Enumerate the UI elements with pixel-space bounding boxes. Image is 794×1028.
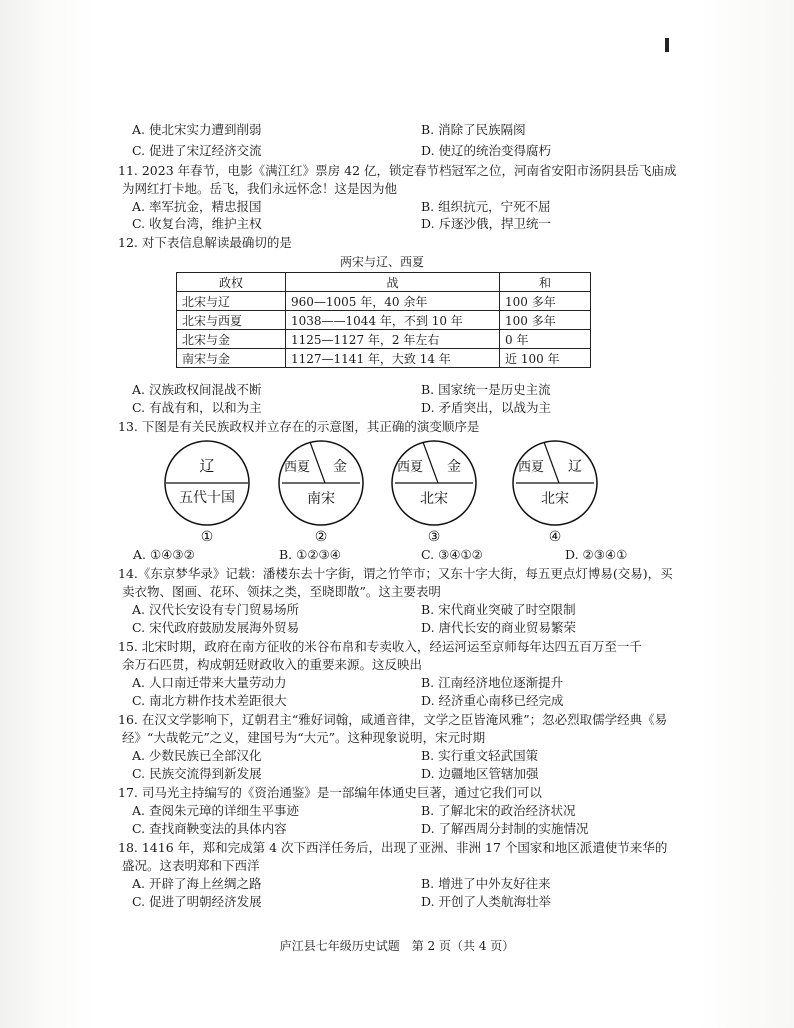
circle-3-number: ③ (427, 529, 441, 544)
q17-option-a: A. 查阅朱元璋的详细生平事迹 (132, 803, 299, 818)
q14-option-d: D. 唐代长安的商业贸易繁荣 (421, 620, 577, 635)
circle-4 (513, 441, 597, 544)
q16-option-c: C. 民族交流得到新发展 (132, 766, 262, 781)
q14-option-c: C. 宋代政府鼓励发展海外贸易 (132, 620, 300, 635)
q13-option-d: D. ②③④① (565, 547, 628, 562)
circle-3 (392, 441, 476, 544)
q15-option-a: A. 人口南迁带来大量劳动力 (132, 675, 287, 690)
q12-table-title: 两宋与辽、西夏 (340, 255, 425, 269)
q17-stem: 17. 司马光主持编写的《资治通鉴》是一部编年体通史巨著，通过它我们可以 (118, 785, 542, 800)
table-header: 政权 (177, 273, 286, 292)
circle-1-bottom: 五代十国 (179, 490, 235, 506)
table-row (177, 349, 591, 368)
q14-stem-1: 14.《东京梦华录》记载：潘楼东去十字街，谓之竹竿市；又东十字大街，每五更点灯博易(交易)，买 (118, 566, 673, 581)
table-cell: 960—1005 年，40 余年 (286, 292, 500, 311)
table-row (177, 311, 591, 330)
circle-2 (279, 441, 363, 544)
q12-table (176, 272, 591, 368)
page-marker (665, 38, 669, 52)
q16-stem-2: 经》“大哉乾元”之义，建国号为“大元”。这种现象说明，宋元时期 (122, 730, 486, 745)
q16-option-d: D. 边疆地区管辖加强 (421, 766, 539, 781)
q16-option-b: B. 实行重文轻武国策 (421, 748, 539, 763)
q10-option-d: D. 使辽的统治变得腐朽 (421, 143, 552, 158)
circle-4-right: 辽 (568, 459, 582, 475)
q17-option-d: D. 了解西周分封制的实施情况 (421, 821, 589, 836)
q11-option-b: B. 组织抗元，宁死不屈 (421, 199, 551, 214)
q10-option-c: C. 促进了宋辽经济交流 (132, 143, 262, 158)
q15-option-b: B. 江南经济地位逐渐提升 (421, 675, 564, 690)
circle-3-left: 西夏 (396, 460, 424, 475)
q17-option-b: B. 了解北宋的政治经济状况 (421, 803, 576, 818)
q14-option-b: B. 宋代商业突破了时空限制 (421, 602, 576, 617)
table-cell: 100 多年 (500, 311, 591, 330)
q18-option-a: A. 开辟了海上丝绸之路 (132, 876, 262, 891)
circle-1 (165, 441, 249, 544)
q11-stem-2: 为网红打卡地。岳飞，我们永远怀念！这是因为他 (122, 181, 398, 196)
q13-option-a: A. ①④③② (133, 547, 195, 562)
q18-option-c: C. 促进了明朝经济发展 (132, 894, 262, 909)
circle-3-bottom: 北宋 (420, 491, 448, 507)
circle-2-left: 西夏 (283, 460, 311, 475)
table-row (177, 292, 591, 311)
q11-option-a: A. 率军抗金，精忠报国 (132, 199, 262, 214)
circle-2-right: 金 (333, 459, 347, 475)
circle-1-top: 辽 (199, 457, 215, 475)
q11-option-c: C. 收复台湾，维护主权 (132, 216, 262, 231)
q16-stem-1: 16. 在汉文学影响下，辽朝君主“雅好词翰，咸通音律，文学之臣皆淹风雅”；忽必烈取儒学经典《易 (118, 712, 668, 727)
q15-option-d: D. 经济重心南移已经完成 (421, 693, 564, 708)
q14-option-a: A. 汉代长安设有专门贸易场所 (132, 602, 299, 617)
table-cell: 1125—1127 年，2 年左右 (286, 330, 500, 349)
table-cell: 北宋与西夏 (177, 311, 286, 330)
table-cell: 北宋与金 (177, 330, 286, 349)
circle-4-bottom: 北宋 (541, 491, 569, 507)
circle-3-right: 金 (447, 459, 461, 475)
q13-option-b: B. ①②③④ (279, 547, 341, 562)
q18-stem-1: 18. 1416 年，郑和完成第 4 次下西洋任务后，出现了亚洲、非洲 17 个国家和地区派遣使节来华的 (118, 840, 668, 855)
table-cell: 1127—1141 年，大致 14 年 (286, 349, 500, 368)
q13-option-c: C. ③④①② (421, 547, 483, 562)
q13-stem: 13. 下图是有关民族政权并立存在的示意图，其正确的演变顺序是 (118, 419, 480, 434)
q16-option-a: A. 少数民族已全部汉化 (132, 748, 262, 763)
table-cell: 北宋与辽 (177, 292, 286, 311)
q14-stem-2: 卖衣物、图画、花环、领抹之类，至晓即散”。这主要表明 (122, 584, 441, 599)
q18-option-b: B. 增进了中外友好往来 (421, 876, 551, 891)
table-row (177, 330, 591, 349)
table-cell: 1038——1044 年，不到 10 年 (286, 311, 500, 330)
q15-stem-1: 15. 北宋时期，政府在南方征收的米谷布帛和专卖收入，经运河运至京师每年达四五百万至一千 (118, 639, 642, 654)
q11-option-d: D. 斥逐沙俄，捍卫统一 (421, 216, 552, 231)
q13-diagram (150, 440, 630, 544)
q17-option-c: C. 查找商鞅变法的具体内容 (132, 821, 287, 836)
table-header: 和 (500, 273, 591, 292)
table-cell: 100 多年 (500, 292, 591, 311)
q12-stem: 12. 对下表信息解读最确切的是 (118, 235, 292, 250)
q12-option-b: B. 国家统一是历史主流 (421, 382, 551, 397)
circle-1-number: ① (200, 529, 214, 544)
table-header-row (177, 273, 591, 292)
circle-4-number: ④ (548, 529, 562, 544)
q18-stem-2: 盛况。这表明郑和下西洋 (122, 858, 260, 873)
table-header: 战 (286, 273, 500, 292)
page-footer: 庐江县七年级历史试题 第 2 页（共 4 页） (279, 939, 515, 953)
q10-option-a: A. 使北宋实力遭到削弱 (132, 122, 262, 137)
q11-stem-1: 11. 2023 年春节，电影《满江红》票房 42 亿，锁定春节档冠军之位，河南省安阳市汤阴县岳飞庙成 (118, 163, 677, 178)
table-cell: 近 100 年 (500, 349, 591, 368)
q15-option-c: C. 南北方耕作技术差距很大 (132, 693, 287, 708)
q12-option-d: D. 矛盾突出，以战为主 (421, 400, 552, 415)
circle-4-left: 西夏 (517, 460, 545, 475)
q12-option-a: A. 汉族政权间混战不断 (132, 382, 262, 397)
circle-2-number: ② (314, 529, 328, 544)
circle-2-bottom: 南宋 (307, 491, 335, 507)
table-cell: 0 年 (500, 330, 591, 349)
q18-option-d: D. 开创了人类航海壮举 (421, 894, 552, 909)
table-cell: 南宋与金 (177, 349, 286, 368)
q12-option-c: C. 有战有和，以和为主 (132, 400, 262, 415)
q15-stem-2: 余万石匹贯，构成朝廷财政收入的重要来源。这反映出 (122, 657, 423, 672)
q10-option-b: B. 消除了民族隔阂 (421, 122, 526, 137)
